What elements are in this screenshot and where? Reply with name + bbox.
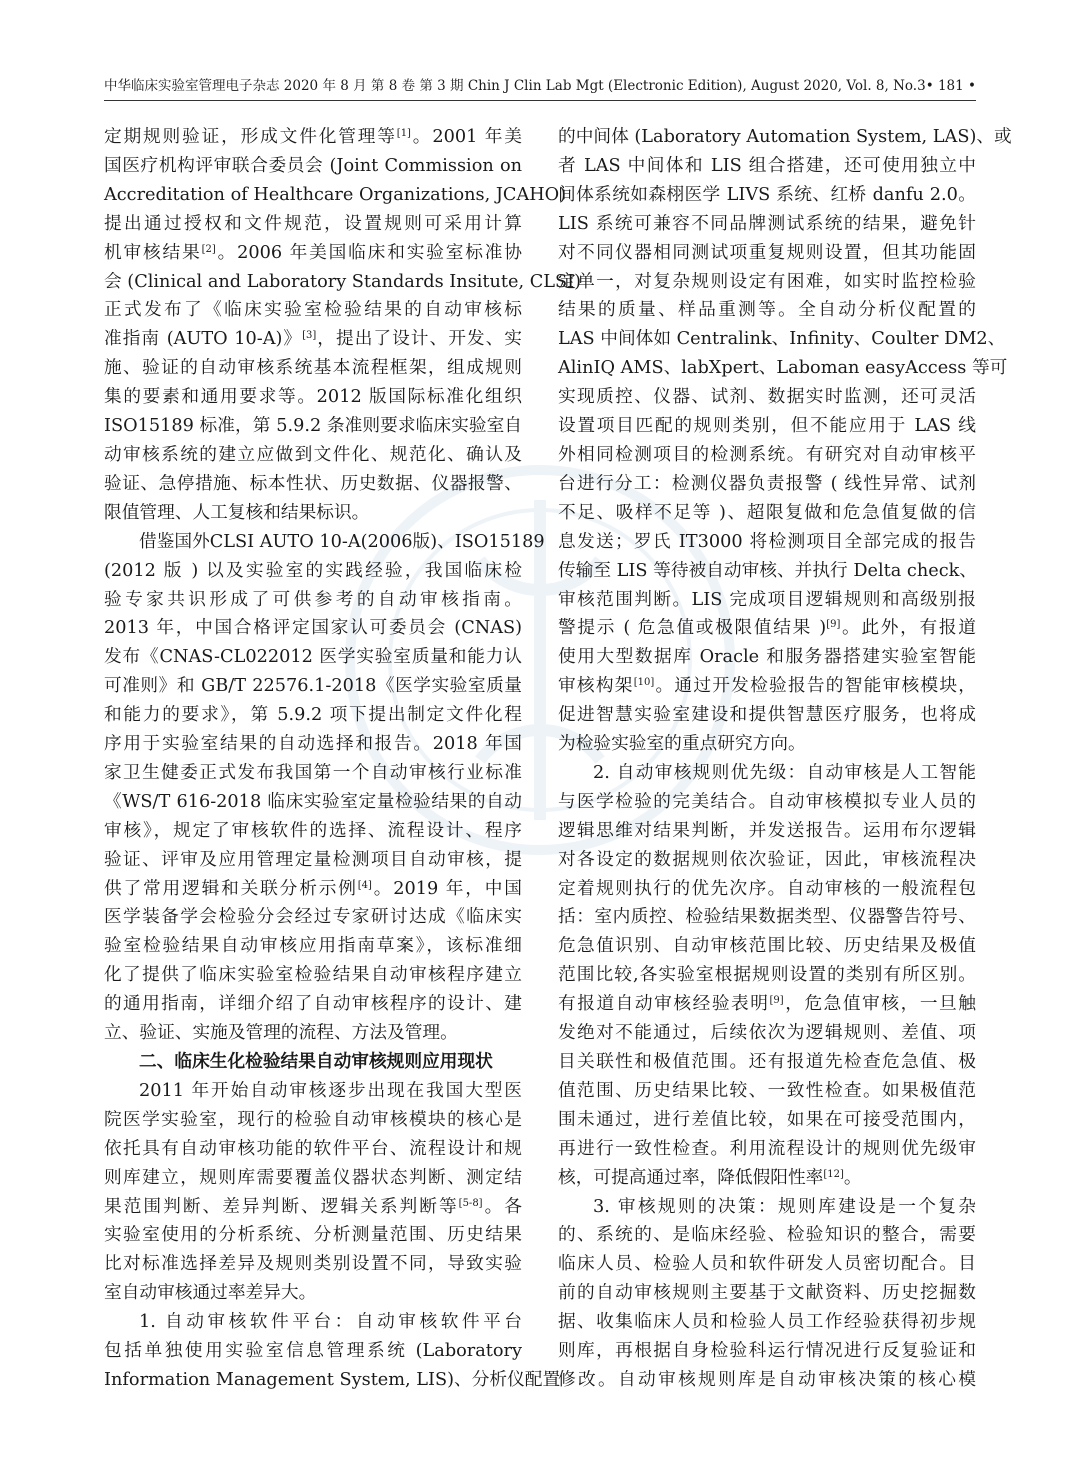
line-text-tail: 。2006 年美国临床和实验室标准协 [215, 242, 522, 263]
text-line [104, 412, 522, 441]
text-line [558, 759, 976, 788]
text-line [558, 788, 976, 817]
text-line [558, 1366, 976, 1395]
text-line [558, 1337, 976, 1366]
line-text: 前的自动审核规则主要基于文献资料、历史挖掘数 [558, 1283, 976, 1304]
text-line [558, 817, 976, 846]
line-text-tail: 。通过开发检验报告的智能审核模块， [654, 676, 976, 697]
text-line [558, 875, 976, 904]
text-line [558, 123, 1012, 152]
text-line [558, 239, 976, 268]
text-line [558, 614, 976, 643]
line-text: 实验室使用的分析系统、分析测量范围、历史结果 [104, 1225, 522, 1246]
line-text-tail: 。 [843, 1167, 862, 1188]
line-text: 定着规则执行的优先次序。自动审核的一般流程包 [558, 878, 976, 899]
line-text: 与医学检验的完美结合。自动审核模拟专业人员的 [558, 791, 976, 812]
text-line [558, 903, 976, 932]
line-text: 者 LAS 中间体和 LIS 组合搭建，还可使用独立中 [558, 155, 976, 176]
line-text: 使用大型数据库 Oracle 和服务器搭建实验室智能 [558, 647, 976, 668]
line-text-tail: ，提出了设计、开发、实 [316, 329, 522, 350]
line-text: 化了提供了临床实验室检验结果自动审核程序建立 [104, 965, 522, 986]
line-text-tail: 。此外，有报道 [840, 618, 976, 639]
line-text: 修改。自动审核规则库是自动审核决策的核心模 [558, 1369, 976, 1390]
line-text: 不足、吸样不足等 )、超限复做和危急值复做的信 [558, 502, 976, 523]
text-line [558, 990, 976, 1019]
section-heading [104, 1048, 522, 1077]
citation-ref: [12] [823, 1168, 844, 1180]
line-text: 的通用指南，详细介绍了自动审核程序的设计、建 [104, 994, 522, 1015]
text-line [558, 701, 976, 730]
text-line [558, 586, 976, 615]
text-line [558, 846, 976, 875]
text-line [558, 383, 976, 412]
line-text: 验室检验结果自动审核应用指南草案》，该标准细 [104, 936, 522, 957]
line-text: 1. 自动审核软件平台：自动审核软件平台 [139, 1312, 522, 1333]
text-line [558, 643, 976, 672]
line-text: AlinIQ AMS、labXpert、Laboman easyAccess 等可 [558, 358, 1008, 379]
text-line [558, 412, 976, 441]
line-text: 医学装备学会检验分会经过专家研讨达成《临床实 [104, 907, 522, 928]
line-text: 则库，再根据自身检验科运行情况进行反复验证和 [558, 1341, 976, 1362]
text-line [558, 210, 976, 239]
line-text-tail: 。2019 年，中国 [371, 878, 522, 899]
text-line [558, 268, 976, 297]
citation-ref: [5-8] [458, 1197, 483, 1209]
line-text: 值范围、历史结果比较、一致性检查。如果极值范 [558, 1080, 976, 1101]
text-line [104, 1308, 522, 1337]
line-text: 据、收集临床人员和检验人员工作经验获得初步规 [558, 1312, 976, 1333]
line-text: 2. 自动审核规则优先级：自动审核是人工智能 [593, 762, 976, 783]
line-text: 临床人员、检验人员和软件研发人员密切配合。目 [558, 1254, 976, 1275]
text-line [558, 1106, 976, 1135]
citation-ref: [2] [201, 243, 216, 255]
line-text: 发绝对不能通过，后续依次为逻辑规则、差值、项 [558, 1023, 976, 1044]
line-text-tail: 。各 [482, 1196, 522, 1217]
text-line [558, 296, 976, 325]
text-line [558, 354, 1008, 383]
line-text: 息发送；罗氏 IT3000 将检测项目全部完成的报告 [558, 531, 976, 552]
text-line [558, 557, 976, 586]
line-text: 借鉴国外CLSI AUTO 10-A(2006版)、ISO15189 [139, 531, 545, 552]
running-header [104, 74, 976, 104]
line-text: 比对标准选择差异及规则类别设置不同，导致实验 [104, 1254, 522, 1275]
text-line [558, 672, 976, 701]
line-text: 发布《CNAS-CL022012 医学实验室质量和能力认 [104, 647, 522, 668]
text-line [104, 990, 522, 1019]
line-text: 的、系统的、是临床经验、检验知识的整合，需要 [558, 1225, 976, 1246]
line-text: 限值管理、人工复核和结果标识。 [104, 502, 370, 523]
line-text: 验证、急停措施、标本性状、历史数据、仪器报警、 [104, 473, 522, 494]
text-line [104, 441, 522, 470]
line-text: 依托具有自动审核功能的软件平台、流程设计和规 [104, 1138, 522, 1159]
line-text: 和能力的要求》，第 5.9.2 项下提出制定文件化程 [104, 705, 522, 726]
line-text: 核，可提高通过率，降低假阳性率 [558, 1167, 824, 1188]
line-text: 危急值识别、自动审核范围比较、历史结果及极值 [558, 936, 976, 957]
text-line [104, 846, 522, 875]
line-text: 《WS/T 616-2018 临床实验室定量检验结果的自动 [104, 791, 522, 812]
right-text-column [558, 123, 1012, 1395]
line-text: 提出通过授权和文件规范，设置规则可采用计算 [104, 213, 522, 234]
text-line [104, 586, 522, 615]
line-text: Information Management System, LIS)、分析仪配置 [104, 1369, 561, 1390]
text-line [558, 1193, 976, 1222]
citation-ref: [9] [826, 619, 841, 631]
text-line [104, 903, 522, 932]
text-line [104, 1106, 522, 1135]
text-line [558, 1019, 976, 1048]
line-text: 逻辑思维对结果判断，并发送报告。运用布尔逻辑 [558, 820, 976, 841]
line-text: (2012 版 ) 以及实验室的实践经验，我国临床检 [104, 560, 522, 581]
text-line [104, 325, 522, 354]
text-line [104, 383, 522, 412]
text-line [104, 788, 522, 817]
citation-ref: [1] [396, 128, 411, 139]
text-line [104, 354, 522, 383]
line-text: 会 (Clinical and Laboratory Standards Insitute, CLSI) [104, 271, 582, 292]
line-text: 正式发布了《临床实验室检验结果的自动审核标 [104, 300, 522, 321]
line-text: 促进智慧实验室建设和提供智慧医疗服务，也将成 [558, 705, 976, 726]
line-text: LIS 系统可兼容不同品牌测试系统的结果，避免针 [558, 213, 976, 234]
text-line [104, 701, 522, 730]
line-text: 包括单独使用实验室信息管理系统 (Laboratory [104, 1341, 522, 1362]
line-text: 有报道自动审核经验表明 [558, 994, 770, 1015]
text-line [558, 1048, 976, 1077]
text-line [558, 1164, 976, 1193]
line-text: 序用于实验室结果的自动选择和报告。2018 年国 [104, 734, 522, 755]
line-text: 2013 年，中国合格评定国家认可委员会 (CNAS) [104, 618, 522, 639]
line-text: 则库建立，规则库需要覆盖仪器状态判断、测定结 [104, 1167, 522, 1188]
text-line [104, 1366, 561, 1395]
text-line [558, 499, 976, 528]
text-line [104, 730, 522, 759]
text-line [104, 557, 522, 586]
line-text: 传输至 LIS 等待被自动审核、并执行 Delta check、 [558, 560, 977, 581]
text-line [104, 239, 522, 268]
text-line [104, 1193, 522, 1222]
header-rule [104, 100, 976, 101]
text-line [104, 152, 522, 181]
text-line [104, 672, 522, 701]
line-text: 二、临床生化检验结果自动审核规则应用现状 [139, 1052, 493, 1072]
text-line [558, 932, 976, 961]
text-line [104, 932, 522, 961]
journal-citation-line: 中华临床实验室管理电子杂志 2020 年 8 月 第 8 卷 第 3 期 Chin J Clin Lab Mgt (Electronic Edition), August 2020, Vol. 8, No.3 [104, 78, 926, 94]
citation-ref: [3] [302, 330, 317, 342]
left-text-column [104, 123, 582, 1395]
line-text: 再进行一致性检查。利用流程设计的规则优先级审 [558, 1138, 976, 1159]
line-text: 台进行分工：检测仪器负责报警 ( 线性异常、试剂 [558, 473, 976, 494]
line-text: 间体系统如森栩医学 LIVS 系统、红桥 danfu 2.0。 [558, 184, 976, 205]
text-line [104, 528, 545, 557]
line-text: 动审核系统的建立应做到文件化、规范化、确认及 [104, 444, 522, 465]
line-text: 设置项目匹配的规则类别，但不能应用于 LAS 线 [558, 416, 976, 437]
line-text: 对各设定的数据规则依次验证，因此，审核流程决 [558, 849, 976, 870]
line-text: 验证、评审及应用管理定量检测项目自动审核，提 [104, 849, 522, 870]
text-line [558, 441, 976, 470]
text-line [558, 1221, 976, 1250]
text-line [104, 123, 522, 152]
citation-ref: [9] [769, 995, 784, 1007]
line-text: 机审核结果 [104, 242, 202, 263]
text-line [558, 181, 976, 210]
text-line [104, 1250, 522, 1279]
page-number: • 181 • [925, 78, 976, 94]
line-text: 实现质控、仪器、试剂、数据实时监测，还可灵活 [558, 387, 976, 408]
line-text: 果范围判断、差异判断、逻辑关系判断等 [104, 1196, 459, 1217]
text-line [104, 1221, 522, 1250]
text-line [104, 499, 522, 528]
line-text: 立、验证、实施及管理的流程、方法及管理。 [104, 1023, 458, 1044]
line-text: 3. 审核规则的决策：规则库建设是一个复杂 [593, 1196, 976, 1217]
citation-ref: [10] [633, 677, 655, 689]
text-line [558, 1077, 976, 1106]
text-line [558, 730, 976, 759]
line-text: 院医学实验室，现行的检验自动审核模块的核心是 [104, 1109, 522, 1130]
text-line [104, 759, 522, 788]
text-line [104, 1279, 522, 1308]
line-text-tail: ，危急值审核，一旦触 [783, 994, 976, 1015]
text-line [104, 1077, 522, 1106]
line-text: 施、验证的自动审核系统基本流程框架，组成规则 [104, 358, 522, 379]
line-text: 警提示 ( 危急值或极限值结果 ) [558, 618, 827, 639]
line-text: 集的要素和通用要求等。2012 版国际标准化组织 [104, 387, 522, 408]
text-line [104, 1337, 522, 1366]
text-line [104, 296, 522, 325]
line-text: 围未通过，进行差值比较，如果在可接受范围内， [558, 1109, 976, 1130]
text-line [558, 470, 976, 499]
line-text: 外相同检测项目的检测系统。有研究对自动审核平 [558, 444, 976, 465]
line-text: LAS 中间体如 Centralink、Infinity、Coulter DM2、 [558, 329, 1006, 350]
text-line [558, 1279, 976, 1308]
line-text: 目关联性和极值范围。还有报道先检查危急值、极 [558, 1052, 976, 1072]
text-line [558, 325, 1006, 354]
text-line [104, 181, 567, 210]
text-line [104, 1135, 522, 1164]
line-text: 验专家共识形成了可供参考的自动审核指南。 [104, 589, 522, 610]
text-line [558, 152, 976, 181]
line-text: 为检验实验室的重点研究方向。 [558, 734, 806, 755]
line-text: 定期规则验证，形成文件化管理等 [104, 127, 397, 147]
text-line [104, 875, 522, 904]
line-text: 审核》，规定了审核软件的选择、流程设计、程序 [104, 820, 522, 841]
line-text: ISO15189 标准，第 5.9.2 条准则要求临床实验室自 [104, 416, 522, 437]
line-text-tail: 。2001 年美 [410, 127, 522, 147]
text-line [104, 1164, 522, 1193]
text-line [104, 961, 522, 990]
line-text: 审核构架 [558, 676, 634, 697]
line-text: 国医疗机构评审联合委员会 (Joint Commission on [104, 155, 522, 176]
text-line [558, 528, 976, 557]
text-line [104, 1019, 522, 1048]
text-line [104, 470, 522, 499]
text-line [104, 210, 522, 239]
line-text: 室自动审核通过率差异大。 [104, 1283, 317, 1304]
text-line [104, 614, 522, 643]
line-text: 供了常用逻辑和关联分析示例 [104, 878, 358, 899]
line-text: 家卫生健委正式发布我国第一个自动审核行业标准 [104, 762, 522, 783]
line-text: 2011 年开始自动审核逐步出现在我国大型医 [139, 1080, 522, 1101]
text-line [104, 817, 522, 846]
line-text: 结果的质量、样品重测等。全自动分析仪配置的 [558, 300, 976, 321]
line-text: 的中间体 (Laboratory Automation System, LAS)、或 [558, 127, 1012, 147]
text-line [104, 643, 522, 672]
text-line [558, 961, 976, 990]
line-text: 范围比较,各实验室根据规则设置的类别有所区别。 [558, 965, 976, 986]
line-text: 定单一，对复杂规则设定有困难，如实时监控检验 [558, 271, 976, 292]
text-line [104, 268, 582, 297]
line-text: 对不同仪器相同测试项重复规则设置，但其功能固 [558, 242, 976, 263]
line-text: Accreditation of Healthcare Organizations, JCAHO) [104, 184, 567, 205]
citation-ref: [4] [357, 879, 372, 891]
text-line [558, 1135, 976, 1164]
text-line [558, 1250, 976, 1279]
line-text: 准指南 (AUTO 10-A)》 [104, 329, 303, 350]
line-text: 审核范围判断。LIS 完成项目逻辑规则和高级别报 [558, 589, 976, 610]
line-text: 可准则》和 GB/T 22576.1-2018《医学实验室质量 [104, 676, 522, 697]
text-line [558, 1308, 976, 1337]
line-text: 括：室内质控、检验结果数据类型、仪器警告符号、 [558, 907, 976, 928]
